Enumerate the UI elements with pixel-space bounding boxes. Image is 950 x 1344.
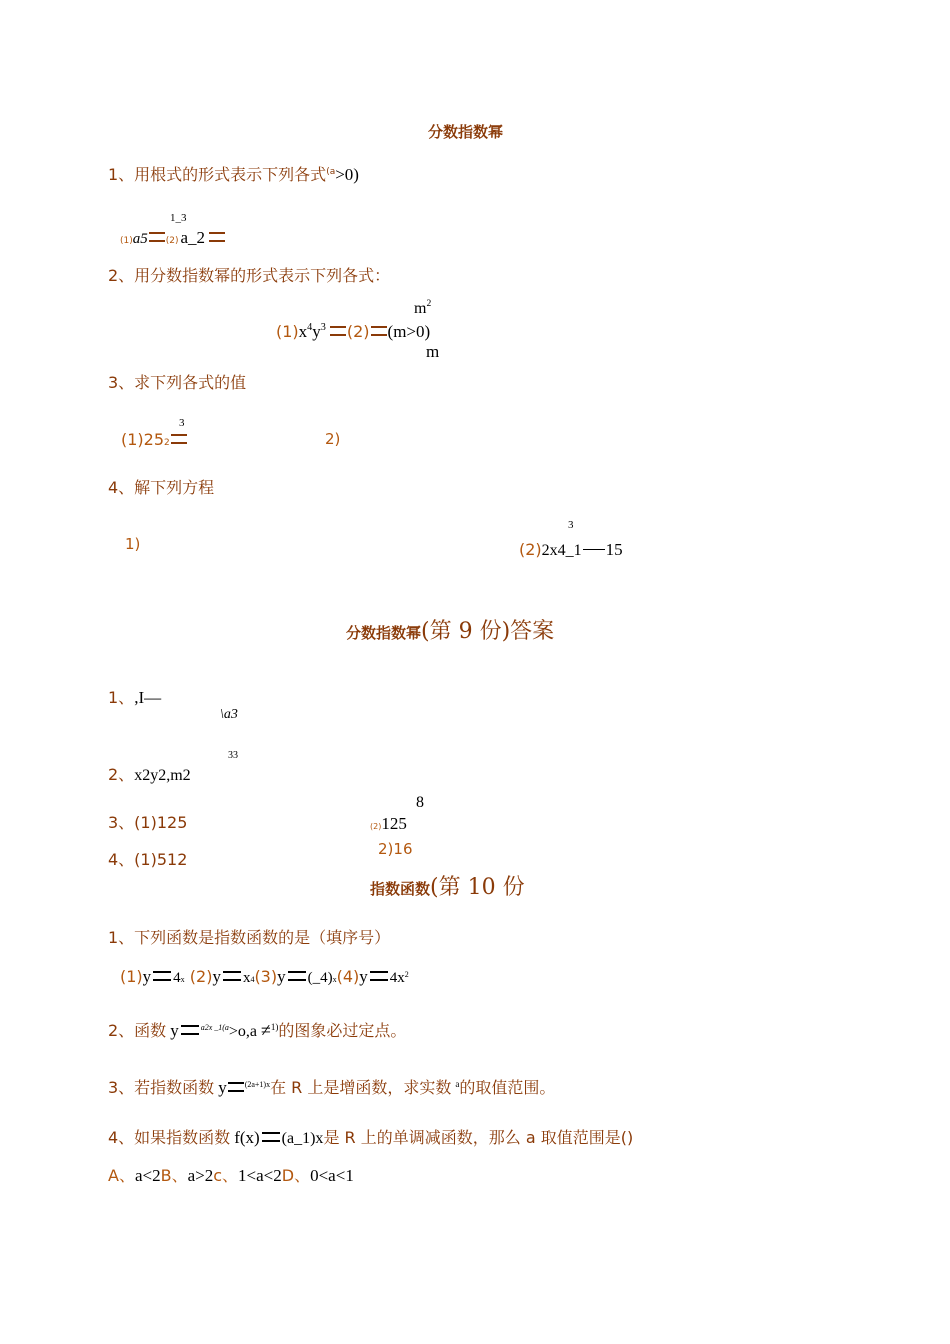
math-expr: a5 (132, 231, 148, 247)
fraction-numerator: 8 (416, 794, 424, 811)
item-number: (1)25 (121, 430, 165, 449)
question-4: 4、解下列方程 (108, 478, 215, 497)
exponent-sup: 3 (179, 417, 185, 429)
exponent-sup: 1_3 (170, 212, 187, 224)
equals-sign (330, 326, 346, 336)
math-expr: x2y2,m2 (134, 767, 191, 784)
choice-d-label: D、 (281, 1166, 311, 1185)
answer-4-part2: 2)16 (378, 840, 413, 858)
item-number: (2) (346, 322, 370, 341)
equals-sign (223, 971, 241, 981)
question-3: 3、求下列各式的值 (108, 373, 247, 392)
condition: (m>0) (387, 322, 431, 341)
answer-4: 4、(1)512 (108, 850, 188, 869)
equals-sign (209, 232, 225, 242)
equals-sign (181, 1025, 199, 1035)
math-expr: 15 (605, 540, 623, 559)
math-expr: 2x4_1 (541, 542, 582, 559)
answer-3-part2 (370, 815, 407, 832)
math-expr: \a3 (220, 707, 238, 722)
answer-3: 3、(1)125 (108, 813, 188, 832)
section-title: 分数指数幂(第 9 份)答案 (346, 619, 555, 644)
question-1-items (120, 229, 226, 247)
choice-b-value: a>2 (187, 1166, 214, 1185)
question-1: 1、下列函数是指数函数的是（填序号） (108, 928, 391, 947)
question-1-options: (1)y 4x (2)y x4(3)y (_4)x(4)y $4x^2$ (120, 967, 409, 986)
question-2: 2、用分数指数幂的形式表示下列各式： (108, 266, 391, 285)
equals-sign (153, 971, 171, 981)
question-label: 1、用根式的形式表示下列各式 (108, 165, 327, 184)
math-expr: $x^4y^3$ (298, 322, 326, 341)
equals-sign (370, 971, 388, 981)
item-number: 2) (325, 430, 341, 448)
section-title: 指数函数(第 10 份 (370, 875, 525, 900)
equals-sign (171, 434, 187, 444)
question-4-equation (519, 541, 623, 559)
choice-c-label: c、 (213, 1166, 239, 1185)
question-1 (108, 166, 359, 183)
math-expr: a_2 (180, 228, 206, 247)
item-number: (2) (370, 822, 382, 831)
item-number: 1) (125, 535, 141, 553)
question-3: 3、若指数函数 y $^{(2a+1)x}$在 R 上是增函数，求实数 $^a$的取值范围。 (108, 1078, 556, 1097)
exponent-sup: 3 (568, 519, 574, 531)
choice-a-label: A、 (108, 1166, 135, 1185)
answer-1 (108, 689, 161, 706)
equals-sign (149, 232, 165, 242)
item-number: (2) (519, 540, 542, 559)
condition-sup: (a (326, 167, 336, 177)
item-number: (1) (120, 236, 133, 246)
question-3-items (121, 432, 188, 448)
exponent-sup: 33 (228, 750, 238, 761)
equals-sign (262, 1132, 280, 1142)
item-number: (1) (276, 322, 299, 341)
equals-sign (288, 971, 306, 981)
math-expr: 125 (381, 814, 407, 833)
answer-label: 2、 (108, 765, 135, 784)
fraction-numerator: $m^2$ (414, 298, 432, 317)
math-expr: ,I— (134, 688, 162, 707)
question-2-items (276, 323, 430, 340)
answer-2 (108, 767, 191, 784)
choice-c-value: 1<a<2 (238, 1166, 282, 1185)
equals-sign (371, 326, 387, 336)
section-title: 分数指数幂 (428, 123, 504, 141)
choice-d-value: 0<a<1 (310, 1166, 354, 1185)
question-4: 4、如果指数函数 f(x) (a_1)x是 R 上的单调减函数，那么 a 取值范围是() (108, 1128, 634, 1147)
fraction-bar (583, 549, 605, 550)
answer-label: 1、 (108, 688, 135, 707)
subscript: 2 (164, 438, 170, 448)
choice-b-label: B、 (160, 1166, 188, 1185)
condition: >0) (335, 165, 359, 184)
fraction-denominator: m (426, 342, 440, 361)
answer-choices (108, 1167, 354, 1184)
item-number: (2) (165, 236, 179, 246)
equals-sign (228, 1082, 244, 1092)
question-2: 2、函数 y $^{a2x \_1(a}$>o,a ≠$^{1)}$的图象必过定点。 (108, 1020, 407, 1040)
choice-a-value: a<2 (134, 1166, 161, 1185)
